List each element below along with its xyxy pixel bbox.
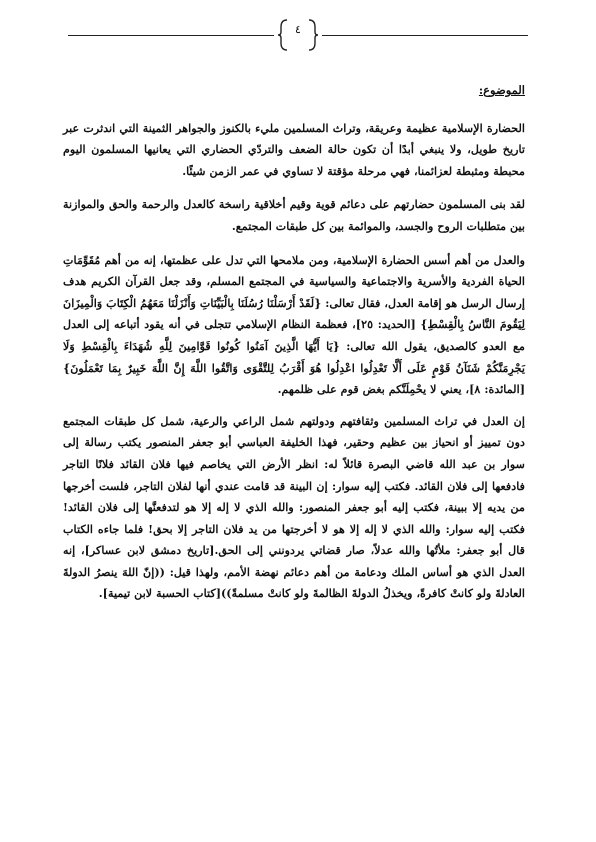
section-heading: الموضوع: — [478, 83, 525, 97]
paragraph-intro: الحضارة الإسلامية عظيمة وعريقة، وتراث المسلمين مليء بالكنوز والجواهر الثمينة التي اندثرت عبر تاريخ طويل، ولا ينبغي أبدًا أن تكون حالة الضعف والتردّي الحضاري التي يعانيها المسلمون اليوم محبطة ومثبطة لعزائمنا، فهي مرحلة مؤقتة لا تساوي في عمر الزمن شيئًا. — [63, 120, 525, 178]
page-number: ٤ — [295, 23, 301, 36]
page-header — [0, 16, 596, 56]
paragraph-story: إن العدل في تراث المسلمين وثقافتهم ودولتهم شمل الراعي والرعية، شمل كل طبقات المجتمع دون تمييز أو انحياز بين عظيم وحقير، فهذا الخليفة العباسي أبو جعفر المنصور يكتب رسالة إلى سوار بن عبد الله قاضي البصرة قائلاً له: انظر الأرض التي يخاصم فيها فلان القائد فلانًا التاجر فادفعها إلى فلان القائد. فكتب إليه سوار: إن البينة قد قامت عندي أنها لفلان التاجر، فلست أخرجها من يديه إلا ببينة، فكتب إليه أبو جعفر المنصور: والله الذي لا إله إلا هو لتدفعنَّها إلى فلان القائد! فكتب إليه سوار: والله الذي لا إله إلا هو لا أخرجتها من يد فلان التاجر إلا بحق! فلما جاءه الكتاب قال أبو جعفر: ملأتُها والله عدلاً، صار قضاتي يردونني إلى الحق.[تاريخ دمشق لابن عساكر]، إنه العدل الذي هو أساس الملك ودعامة من أهم دعائم نهضة الأمم، ولهذا قيل: ((إنّ اللهَ ينصرُ الدولةَ العادلةَ ولو كانتْ كافرةً، ويخذلُ الدولةَ الظالمةَ ولو كانتْ مسلمةً))[كتاب الحسبة لابن تيمية]. — [63, 413, 525, 601]
paragraph-foundations: لقد بنى المسلمون حضارتهم على دعائم قوية وقيم أخلاقية راسخة كالعدل والرحمة والحق والموازنة بين متطلبات الروح والجسد، والموائمة بين كل طبقات المجتمع. — [63, 197, 525, 233]
document-body — [63, 80, 525, 617]
paragraph-justice: والعدل من أهم أسس الحضارة الإسلامية، ومن ملامحها التي تدل على عظمتها، إنه من أهم مُقَوِّمَاتِ الحياة الفردية والأسرية والاجتماعية والسياسية في المجتمع المسلم، وقد جعل القرآن الكريم هدف إرسال الرسل هو إقامة العدل، فقال تعالى: {لَقَدْ أَرْسَلْنَا رُسُلَنَا بِالْبَيِّنَاتِ وَأَنْزَلْنَا مَعَهُمُ الْكِتَابَ وَالْمِيزَانَ لِيَقُومَ النَّاسُ بِالْقِسْطِ} [الحديد: ٢٥]، فعظمة النظام الإسلامي تتجلى في أنه يقود أتباعه إلى العدل مع العدو كالصديق، يقول الله تعالى: {يَا أَيُّهَا الَّذِينَ آمَنُوا كُونُوا قَوَّامِينَ لِلَّهِ شُهَدَاءَ بِالْقِسْطِ وَلَا يَجْرِمَنَّكُمْ شَنَآنُ قَوْمٍ عَلَى أَلَّا تَعْدِلُوا اعْدِلُوا هُوَ أَقْرَبُ لِلتَّقْوَى وَاتَّقُوا اللَّهَ إِنَّ اللَّهَ خَبِيرٌ بِمَا تَعْمَلُونَ} [المائدة: ٨]، يعني لا يحْمِلَنَّكم بغض قوم على ظلمهم. — [63, 252, 526, 397]
header-rule-right — [322, 35, 528, 36]
header-rule-left — [68, 35, 274, 36]
page-number-frame — [278, 18, 318, 52]
